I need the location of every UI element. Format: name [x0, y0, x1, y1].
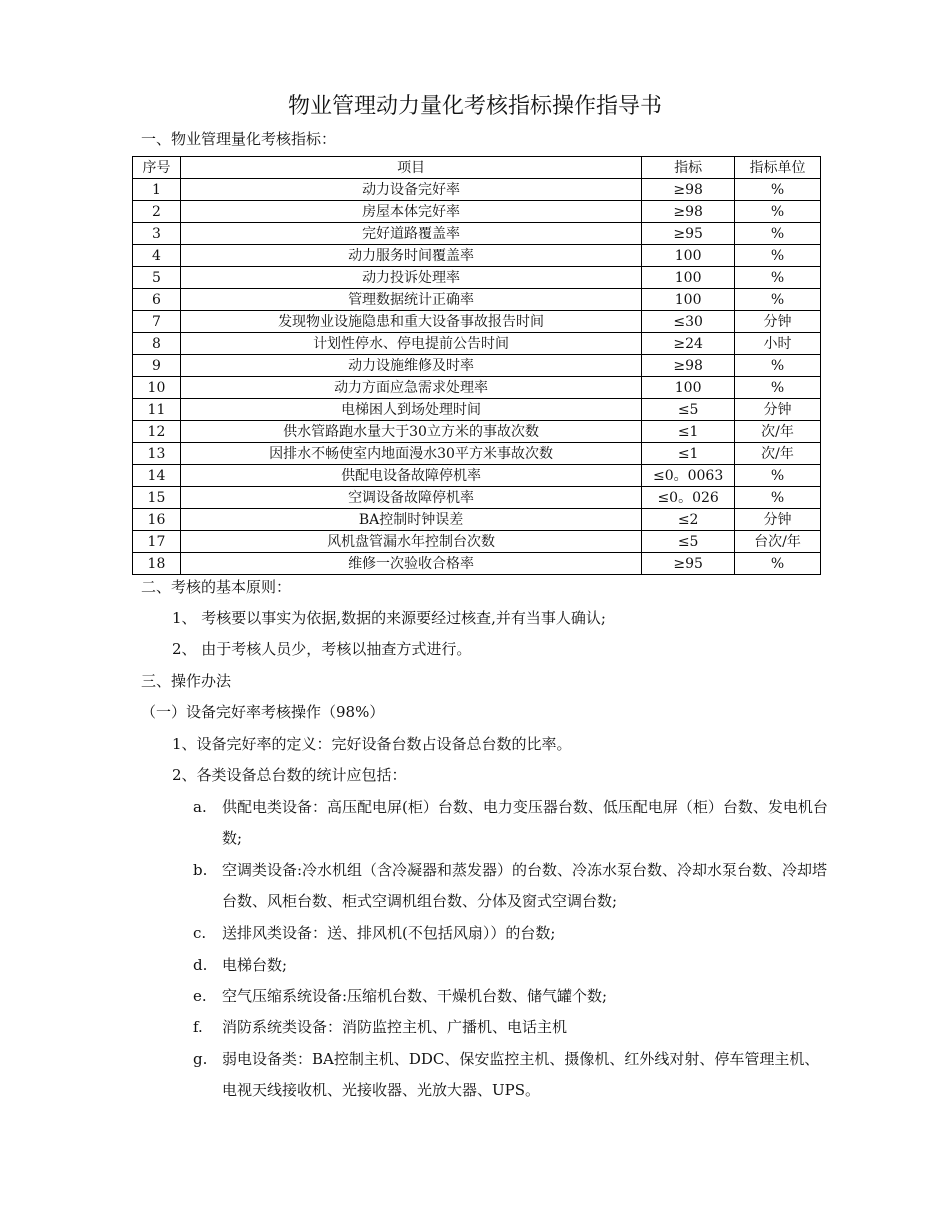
list-marker: d. [193, 956, 208, 974]
cell-unit: % [735, 289, 821, 311]
section-heading-principles: 二、考核的基本原则： [141, 578, 292, 596]
list-text: 供配电类设备：高压配电屏(柜）台数、电力变压器台数、低压配电屏（柜）台数、发电机台数; [222, 798, 828, 847]
cell-index: 7 [133, 311, 181, 333]
cell-target: 100 [642, 289, 735, 311]
cell-target: 100 [642, 245, 735, 267]
cell-item: 房屋本体完好率 [180, 201, 641, 223]
list-text: 空调类设备:冷水机组（含冷凝器和蒸发器）的台数、冷冻水泵台数、冷却水泵台数、冷却塔台数、风柜台数、柜式空调机组台数、分体及窗式空调台数; [222, 861, 828, 910]
cell-index: 4 [133, 245, 181, 267]
cell-item: 电梯困人到场处理时间 [180, 399, 641, 421]
list-text: 送排风类设备：送、排风机(不包括风扇））的台数; [222, 924, 556, 942]
equipment-list-item [193, 981, 833, 1012]
cell-target: 100 [642, 377, 735, 399]
equipment-list-item [193, 792, 833, 854]
cell-unit: % [735, 487, 821, 509]
table-row [133, 421, 821, 443]
cell-unit: % [735, 465, 821, 487]
definition-text: 1、设备完好率的定义：完好设备台数占设备总台数的比率。 [172, 735, 572, 753]
list-marker: b. [193, 861, 208, 879]
equipment-list-item [193, 855, 833, 917]
section-heading-indicators: 一、物业管理量化考核指标： [141, 130, 337, 148]
cell-target: ≤5 [642, 399, 735, 421]
cell-item: 动力设施维修及时率 [180, 355, 641, 377]
cell-item: 完好道路覆盖率 [180, 223, 641, 245]
cell-index: 13 [133, 443, 181, 465]
cell-unit: % [735, 553, 821, 575]
cell-index: 1 [133, 179, 181, 201]
cell-target: ≤2 [642, 509, 735, 531]
cell-index: 6 [133, 289, 181, 311]
cell-index: 8 [133, 333, 181, 355]
cell-target: ≤0。0063 [642, 465, 735, 487]
cell-target: ≤1 [642, 421, 735, 443]
cell-target: ≥98 [642, 355, 735, 377]
cell-unit: % [735, 267, 821, 289]
cell-target: 100 [642, 267, 735, 289]
equipment-list-item [193, 950, 833, 981]
cell-index: 18 [133, 553, 181, 575]
section-heading-methods: 三、操作办法 [141, 672, 232, 690]
cell-index: 9 [133, 355, 181, 377]
indicator-table [132, 156, 821, 575]
cell-item: 动力方面应急需求处理率 [180, 377, 641, 399]
header-index: 序号 [133, 157, 181, 179]
cell-index: 17 [133, 531, 181, 553]
cell-target: ≤0。026 [642, 487, 735, 509]
statistics-intro: 2、各类设备总台数的统计应包括： [172, 766, 407, 784]
cell-unit: 台次/年 [735, 531, 821, 553]
cell-index: 12 [133, 421, 181, 443]
equipment-list-item [193, 1044, 833, 1106]
table-row [133, 311, 821, 333]
list-text: 电梯台数; [222, 956, 288, 974]
list-marker: g. [193, 1050, 208, 1068]
cell-unit: 分钟 [735, 311, 821, 333]
cell-item: 空调设备故障停机率 [180, 487, 641, 509]
cell-index: 10 [133, 377, 181, 399]
cell-unit: % [735, 355, 821, 377]
cell-target: ≥24 [642, 333, 735, 355]
cell-item: 风机盘管漏水年控制台次数 [180, 531, 641, 553]
list-text: 弱电设备类：BA控制主机、DDC、保安监控主机、摄像机、红外线对射、停车管理主机、电视天线接收机、光接收器、光放大器、UPS。 [222, 1050, 820, 1099]
cell-target: ≤30 [642, 311, 735, 333]
table-row [133, 289, 821, 311]
table-header-row [133, 157, 821, 179]
cell-unit: % [735, 223, 821, 245]
table-row [133, 399, 821, 421]
cell-item: 计划性停水、停电提前公告时间 [180, 333, 641, 355]
document-title: 物业管理动力量化考核指标操作指导书 [287, 94, 662, 119]
cell-index: 15 [133, 487, 181, 509]
cell-unit: % [735, 179, 821, 201]
principle-item: 1、 考核要以事实为依据,数据的来源要经过核查,并有当事人确认; [172, 609, 606, 627]
table-row [133, 531, 821, 553]
table-row [133, 201, 821, 223]
cell-unit: % [735, 245, 821, 267]
table-row [133, 267, 821, 289]
cell-unit: % [735, 377, 821, 399]
equipment-list-item [193, 1012, 833, 1043]
principle-item: 2、 由于考核人员少，考核以抽查方式进行。 [172, 640, 472, 658]
cell-item: 动力服务时间覆盖率 [180, 245, 641, 267]
cell-target: ≥95 [642, 223, 735, 245]
cell-item: 供配电设备故障停机率 [180, 465, 641, 487]
cell-item: 发现物业设施隐患和重大设备事故报告时间 [180, 311, 641, 333]
list-text: 消防系统类设备：消防监控主机、广播机、电话主机 [222, 1018, 568, 1036]
cell-target: ≤5 [642, 531, 735, 553]
table-row [133, 377, 821, 399]
table-row [133, 245, 821, 267]
header-unit: 指标单位 [735, 157, 821, 179]
subsection-heading: （一）设备完好率考核操作（98%） [141, 703, 385, 721]
cell-item: 动力设备完好率 [180, 179, 641, 201]
list-marker: a. [193, 798, 207, 816]
header-target: 指标 [642, 157, 735, 179]
cell-unit: 小时 [735, 333, 821, 355]
cell-index: 5 [133, 267, 181, 289]
list-marker: c. [193, 924, 207, 942]
cell-index: 14 [133, 465, 181, 487]
table-row [133, 509, 821, 531]
cell-index: 16 [133, 509, 181, 531]
cell-item: 管理数据统计正确率 [180, 289, 641, 311]
cell-target: ≥98 [642, 201, 735, 223]
table-row [133, 333, 821, 355]
cell-target: ≥98 [642, 179, 735, 201]
cell-target: ≤1 [642, 443, 735, 465]
table-row [133, 553, 821, 575]
table-row [133, 487, 821, 509]
table-row [133, 443, 821, 465]
cell-unit: 分钟 [735, 399, 821, 421]
cell-unit: 次/年 [735, 443, 821, 465]
cell-item: 因排水不畅使室内地面漫水30平方米事故次数 [180, 443, 641, 465]
list-marker: e. [193, 987, 207, 1005]
table-row [133, 355, 821, 377]
cell-item: 维修一次验收合格率 [180, 553, 641, 575]
header-item: 项目 [180, 157, 641, 179]
cell-unit: 分钟 [735, 509, 821, 531]
table-row [133, 465, 821, 487]
equipment-list-item [193, 918, 833, 949]
table-row [133, 179, 821, 201]
cell-item: 供水管路跑水量大于30立方米的事故次数 [180, 421, 641, 443]
cell-item: 动力投诉处理率 [180, 267, 641, 289]
list-marker: f. [193, 1018, 203, 1036]
cell-index: 3 [133, 223, 181, 245]
cell-index: 11 [133, 399, 181, 421]
cell-index: 2 [133, 201, 181, 223]
cell-unit: % [735, 201, 821, 223]
cell-target: ≥95 [642, 553, 735, 575]
list-text: 空气压缩系统设备:压缩机台数、干燥机台数、储气罐个数; [222, 987, 608, 1005]
cell-unit: 次/年 [735, 421, 821, 443]
table-row [133, 223, 821, 245]
cell-item: BA控制时钟误差 [180, 509, 641, 531]
